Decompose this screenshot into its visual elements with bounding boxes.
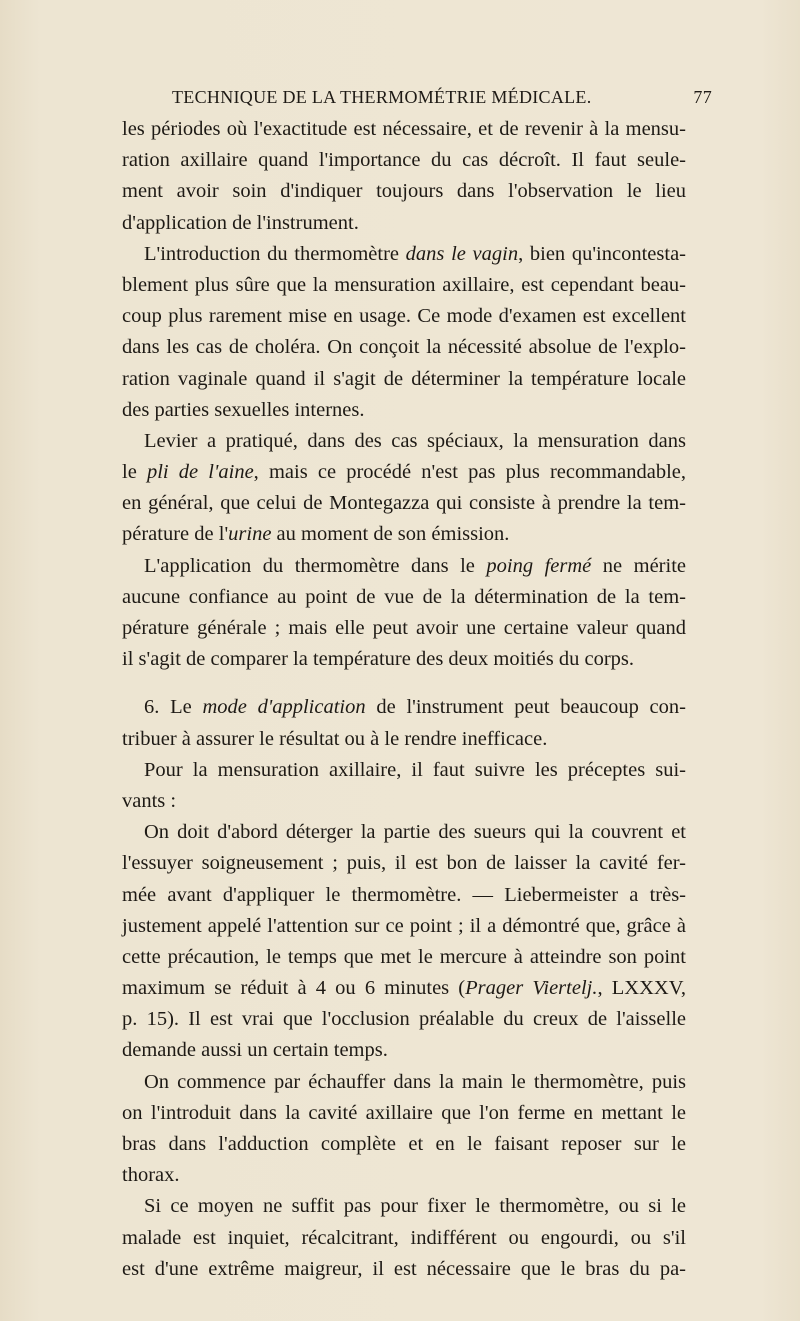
body-text [122, 114, 686, 1285]
text-line: L'application du thermomètre dans le poing fermé ne mérite [144, 554, 686, 577]
page-number: 77 [693, 87, 712, 107]
text-line: aucune confiance au point de vue de la détermination de la tem- [122, 585, 686, 608]
text-line: 6. Le mode d'application de l'instrument peut beaucoup con- [144, 696, 686, 719]
text-line: L'introduction du thermomètre dans le vagin, bien qu'incontesta- [144, 242, 686, 265]
italic-citation: Prager Viertelj. [465, 977, 598, 1000]
text-line: maximum se réduit à 4 ou 6 minutes (Prager Viertelj., LXXXV, [122, 977, 686, 1000]
text-line: ration vaginale quand il s'agit de déterminer la température locale [122, 367, 686, 390]
italic-term: dans le vagin [405, 242, 519, 265]
text-line: thorax. [122, 1164, 180, 1187]
text-line: d'application de l'instrument. [122, 211, 359, 234]
text-line: On doit d'abord déterger la partie des sueurs qui la couvrent et [144, 821, 686, 844]
text-line: Pour la mensuration axillaire, il faut suivre les préceptes sui- [144, 758, 686, 781]
text-line: est d'une extrême maigreur, il est nécessaire que le bras du pa- [122, 1257, 686, 1280]
italic-term: urine [228, 523, 272, 546]
text-line: mée avant d'appliquer le thermomètre. — Liebermeister a très- [122, 883, 686, 906]
text-line: en général, que celui de Montegazza qui consiste à prendre la tem- [122, 492, 686, 515]
text-line: pérature de l'urine au moment de son émission. [122, 523, 510, 546]
text-line: ment avoir soin d'indiquer toujours dans l'observation le lieu [122, 180, 686, 203]
text-line: tribuer à assurer le résultat ou à le rendre inefficace. [122, 727, 548, 750]
text-line: cette précaution, le temps que met le mercure à atteindre son point [122, 945, 686, 968]
text-line: pérature générale ; mais elle peut avoir une certaine valeur quand [122, 617, 686, 639]
text-line: il s'agit de comparer la température des deux moitiés du corps. [122, 648, 635, 671]
italic-term: poing fermé [486, 554, 592, 577]
text-line: l'essuyer soigneusement ; puis, il est bon de laisser la cavité fer- [122, 852, 686, 875]
text-line: des parties sexuelles internes. [122, 398, 365, 421]
running-title: TECHNIQUE DE LA THERMOMÉTRIE MÉDICALE. [172, 87, 592, 107]
text-line: p. 15). Il est vrai que l'occlusion préalable du creux de l'aisselle [122, 1008, 686, 1031]
text-line: malade est inquiet, récalcitrant, indifférent ou engourdi, ou s'il [122, 1226, 686, 1249]
text-line: le pli de l'aine, mais ce procédé n'est pas plus recommandable, [122, 461, 686, 484]
text-line: Levier a pratiqué, dans des cas spéciaux, la mensuration dans [144, 429, 686, 452]
text-line: demande aussi un certain temps. [122, 1039, 388, 1062]
text-line: on l'introduit dans la cavité axillaire que l'on ferme en mettant le [122, 1101, 686, 1124]
text-line: On commence par échauffer dans la main le thermomètre, puis [144, 1070, 686, 1093]
italic-term: mode d'application [202, 696, 366, 719]
text-line: vants : [122, 789, 177, 812]
text-line: coup plus rarement mise en usage. Ce mode d'examen est excellent [122, 305, 686, 328]
text-line: Si ce moyen ne suffit pas pour fixer le thermomètre, ou si le [144, 1195, 686, 1218]
text-line: ration axillaire quand l'importance du cas décroît. Il faut seule- [122, 149, 686, 172]
text-line: justement appelé l'attention sur ce point ; il a démontré que, grâce à [122, 914, 686, 937]
text-line: blement plus sûre que la mensuration axillaire, est cependant beau- [122, 273, 686, 296]
running-header [172, 87, 712, 113]
italic-term: pli de l'aine [146, 461, 254, 484]
text-line: bras dans l'adduction complète et en le faisant reposer sur le [122, 1133, 686, 1155]
text-line: dans les cas de choléra. On conçoit la nécessité absolue de l'explo- [122, 336, 686, 359]
text-line: les périodes où l'exactitude est nécessaire, et de revenir à la mensu- [122, 118, 686, 140]
